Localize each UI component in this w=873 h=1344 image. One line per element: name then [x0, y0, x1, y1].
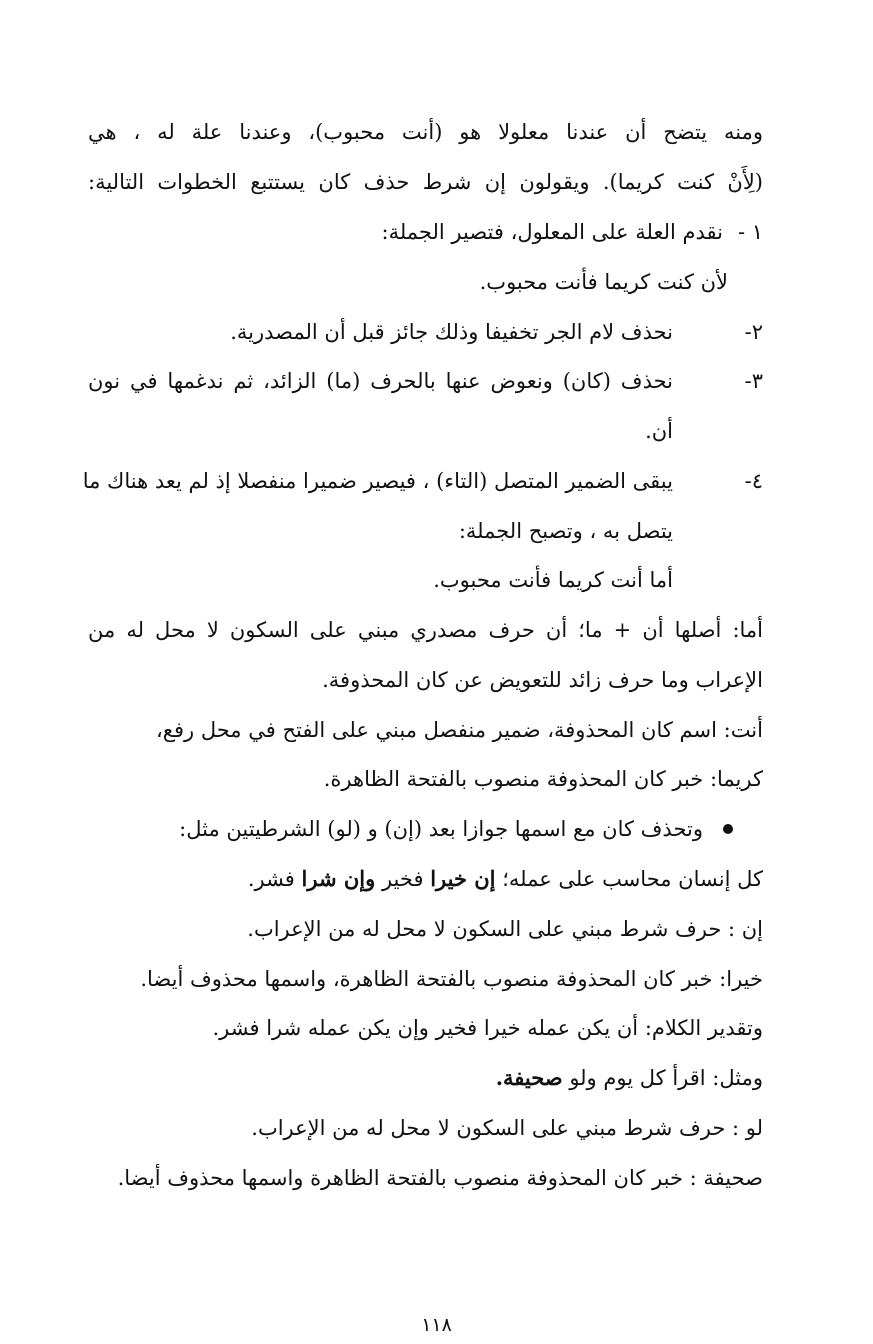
- analysis-anta-line: أنت: اسم كان المحذوفة، ضمير منفصل مبني على الفتح في محل رفع،: [156, 718, 763, 742]
- step-2-number: ٢-: [744, 320, 763, 344]
- bullet-text: وتحذف كان مع اسمها جوازا بعد (إن) و (لو) الشرطيتين مثل:: [179, 817, 703, 841]
- step-3-text-line-2: أن.: [645, 419, 673, 443]
- intro-line-2: (لِأَنْ كنت كريما). ويقولون إن شرط حذف كان يستتبع الخطوات التالية:: [88, 170, 763, 194]
- example-in-bold-2: وإن شرا: [301, 866, 376, 891]
- analysis-in-line: إن : حرف شرط مبني على السكون لا محل له من الإعراب.: [247, 917, 763, 941]
- step-1-result: لأن كنت كريما فأنت محبوب.: [479, 270, 728, 294]
- intro-line-1: ومنه يتضح أن عندنا معلولا هو (أنت محبوب)، وعندنا علة له ، هي: [88, 120, 763, 144]
- example-in-bold-1: إن خيرا: [430, 866, 496, 891]
- example-in-sentence: [88, 864, 763, 894]
- step-3-number: ٣-: [744, 369, 763, 393]
- page-number: ١١٨: [421, 1314, 452, 1336]
- step-1-text: نقدم العلة على المعلول، فتصير الجملة:: [381, 220, 723, 244]
- example-in-end: فشر.: [247, 867, 295, 891]
- step-4-text-line-3: أما أنت كريما فأنت محبوب.: [433, 568, 673, 592]
- bullet-point-icon: [723, 824, 733, 834]
- example-law-plain: ومثل: اقرأ كل يوم ولو: [569, 1066, 763, 1090]
- step-2-text: نحذف لام الجر تخفيفا وذلك جائز قبل أن المصدرية.: [230, 320, 673, 344]
- taqdir-line: وتقدير الكلام: أن يكن عمله خيرا فخير وإن يكن عمله شرا فشر.: [212, 1016, 763, 1040]
- example-in-mid: فخير: [381, 867, 424, 891]
- example-in-plain: كل إنسان محاسب على عمله؛: [502, 867, 763, 891]
- step-4-text-line-2: يتصل به ، وتصبح الجملة:: [458, 519, 673, 543]
- example-law-bold: صحيفة.: [495, 1065, 563, 1090]
- step-3-text-line-1: نحذف (كان) ونعوض عنها بالحرف (ما) الزائد، ثم ندغمها في نون: [88, 369, 673, 393]
- analysis-law-line: لو : حرف شرط مبني على السكون لا محل له من الإعراب.: [251, 1116, 763, 1140]
- analysis-kariman-line: كريما: خبر كان المحذوفة منصوب بالفتحة الظاهرة.: [323, 767, 763, 791]
- analysis-amma-line-1: أما: أصلها أن + ما؛ أن حرف مصدري مبني على السكون لا محل له من: [88, 618, 763, 642]
- step-4-number: ٤-: [744, 469, 763, 493]
- analysis-khayran-line: خيرا: خبر كان المحذوفة منصوب بالفتحة الظاهرة، واسمها محذوف أيضا.: [140, 967, 763, 991]
- analysis-amma-line-2: الإعراب وما حرف زائد للتعويض عن كان المحذوفة.: [322, 668, 763, 692]
- step-1-number: ١ -: [737, 220, 763, 244]
- analysis-sahifa-line: صحيفة : خبر كان المحذوفة منصوب بالفتحة الظاهرة واسمها محذوف أيضا.: [117, 1166, 763, 1190]
- step-4-text-line-1: يبقى الضمير المتصل (التاء) ، فيصير ضميرا منفصلا إذ لم يعد هناك ما: [82, 469, 673, 493]
- example-law-sentence: [88, 1063, 763, 1093]
